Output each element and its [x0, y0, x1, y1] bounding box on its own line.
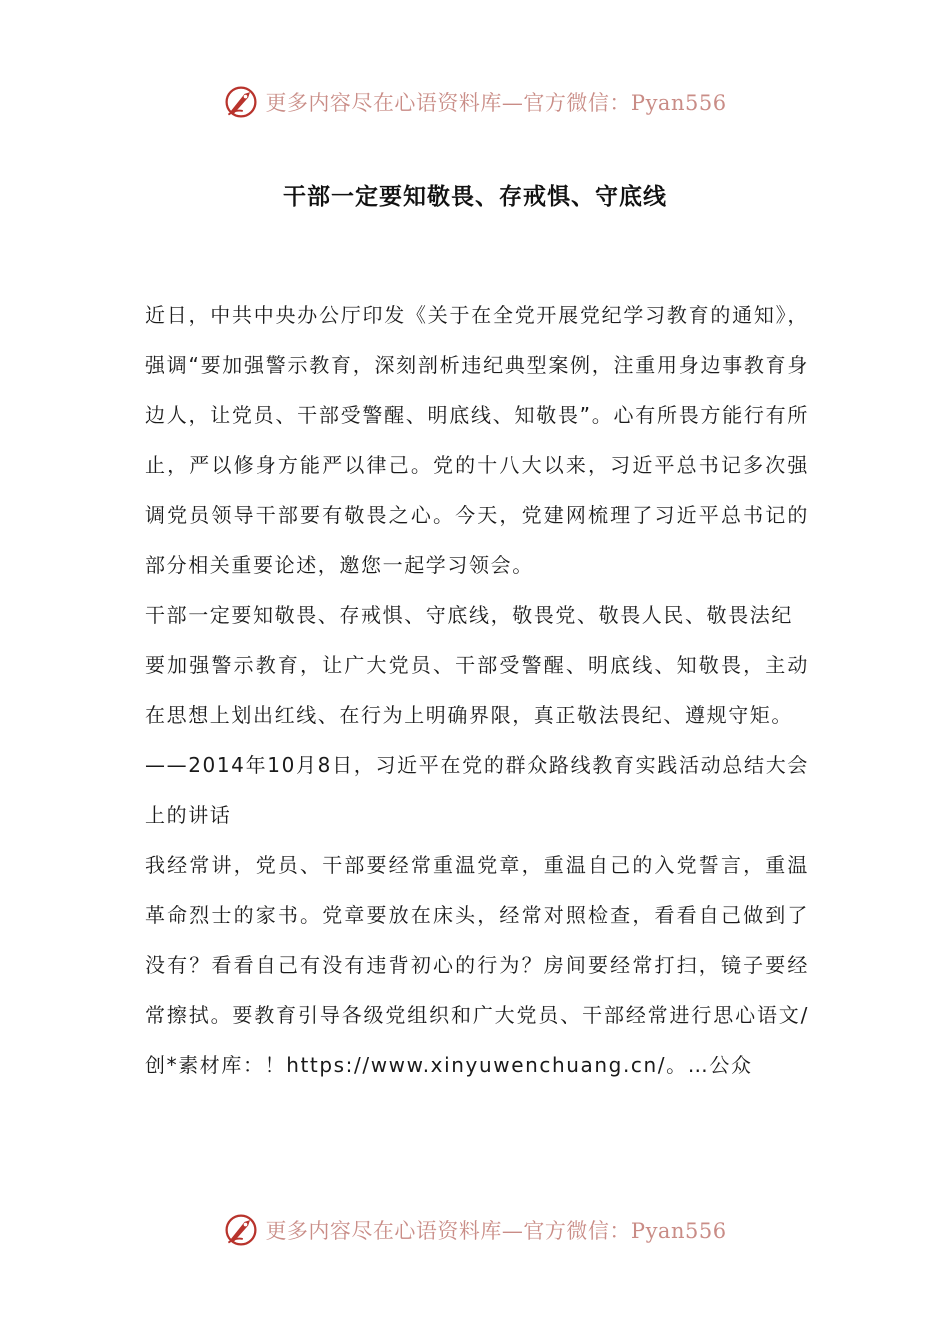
header-banner-text: 更多内容尽在心语资料库—官方微信：Pyan556	[265, 91, 727, 115]
document-body	[145, 290, 809, 1090]
footer-banner	[0, 1208, 950, 1252]
paragraph-body: 我经常讲，党员、干部要经常重温党章，重温自己的入党誓言，重温革命烈士的家书。党章要放在床头，经常对照检查，看看自己做到了没有？看看自己有没有违背初心的行为？房间要经常打扫，镜子要经常擦拭。要教育引导各级党组织和广大党员、干部经常进行思心语文/创*素材库：！https://www.xinyuwenchuang.cn/。…公众	[145, 853, 809, 1077]
pen-nib-logo-icon	[223, 1212, 259, 1248]
paragraph-intro: 近日，中共中央办公厅印发《关于在全党开展党纪学习教育的通知》，强调“要加强警示教育，深刻剖析违纪典型案例，注重用身边事教育身边人，让党员、干部受警醒、明底线、知敬畏”。心有所畏方能行有所止，严以修身方能严以律己。党的十八大以来，习近平总书记多次强调党员领导干部要有敬畏之心。今天，党建网梳理了习近平总书记的部分相关重要论述，邀您一起学习领会。	[145, 303, 809, 577]
paragraph-quote: 要加强警示教育，让广大党员、干部受警醒、明底线、知敬畏，主动在思想上划出红线、在行为上明确界限，真正敬法畏纪、遵规守矩。	[145, 653, 809, 727]
quote-source: ——2014年10月8日，习近平在党的群众路线教育实践活动总结大会上的讲话	[145, 753, 809, 827]
pen-nib-logo-icon	[223, 84, 259, 120]
header-banner	[0, 80, 950, 124]
section-heading: 干部一定要知敬畏、存戒惧、守底线，敬畏党、敬畏人民、敬畏法纪	[145, 603, 793, 627]
footer-banner-text: 更多内容尽在心语资料库—官方微信：Pyan556	[265, 1219, 727, 1243]
document-title: 干部一定要知敬畏、存戒惧、守底线	[283, 183, 667, 210]
